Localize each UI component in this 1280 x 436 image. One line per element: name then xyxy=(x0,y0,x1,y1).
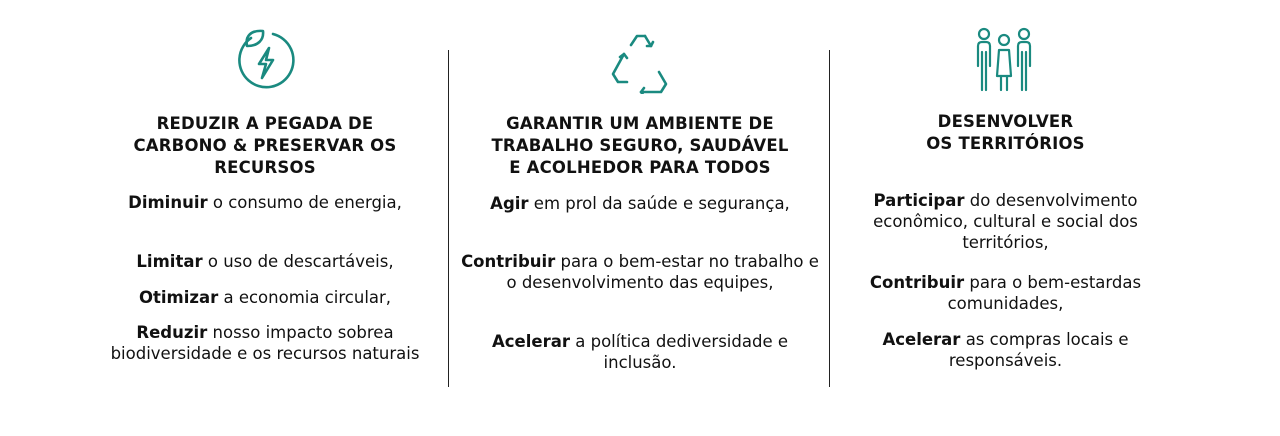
column-title: DESENVOLVER OS TERRITÓRIOS xyxy=(926,112,1085,153)
list-item: Diminuir o consumo de energia, xyxy=(128,193,402,212)
list-item: Reduzir nosso impacto sobrea biodiversidade e os recursos naturais xyxy=(110,323,420,363)
column-title: REDUZIR A PEGADA DE CARBONO & PRESERVAR OS RECURSOS xyxy=(133,114,397,177)
list-item: Acelerar a política dediversidade e inclusão. xyxy=(492,332,788,372)
list-item: Contribuir para o bem-estardas comunidades, xyxy=(869,273,1142,313)
column-divider xyxy=(448,50,449,387)
leaf-lightning-icon xyxy=(233,26,297,92)
people-icon xyxy=(974,26,1036,92)
recycle-icon xyxy=(609,32,671,94)
column-divider xyxy=(829,50,830,387)
list-item: Agir em prol da saúde e segurança, xyxy=(490,194,790,213)
list-item: Acelerar as compras locais e responsáveis. xyxy=(882,330,1129,370)
list-item: Participar do desenvolvimento econômico, cultural e social dos territórios, xyxy=(873,191,1138,252)
column-title: GARANTIR UM AMBIENTE DE TRABALHO SEGURO, SAUDÁVEL E ACOLHEDOR PARA TODOS xyxy=(491,114,789,177)
list-item: Contribuir para o bem-estar no trabalho e o desenvolvimento das equipes, xyxy=(461,252,819,292)
list-item: Otimizar a economia circular, xyxy=(138,288,392,307)
list-item: Limitar o uso de descartáveis, xyxy=(136,252,394,271)
